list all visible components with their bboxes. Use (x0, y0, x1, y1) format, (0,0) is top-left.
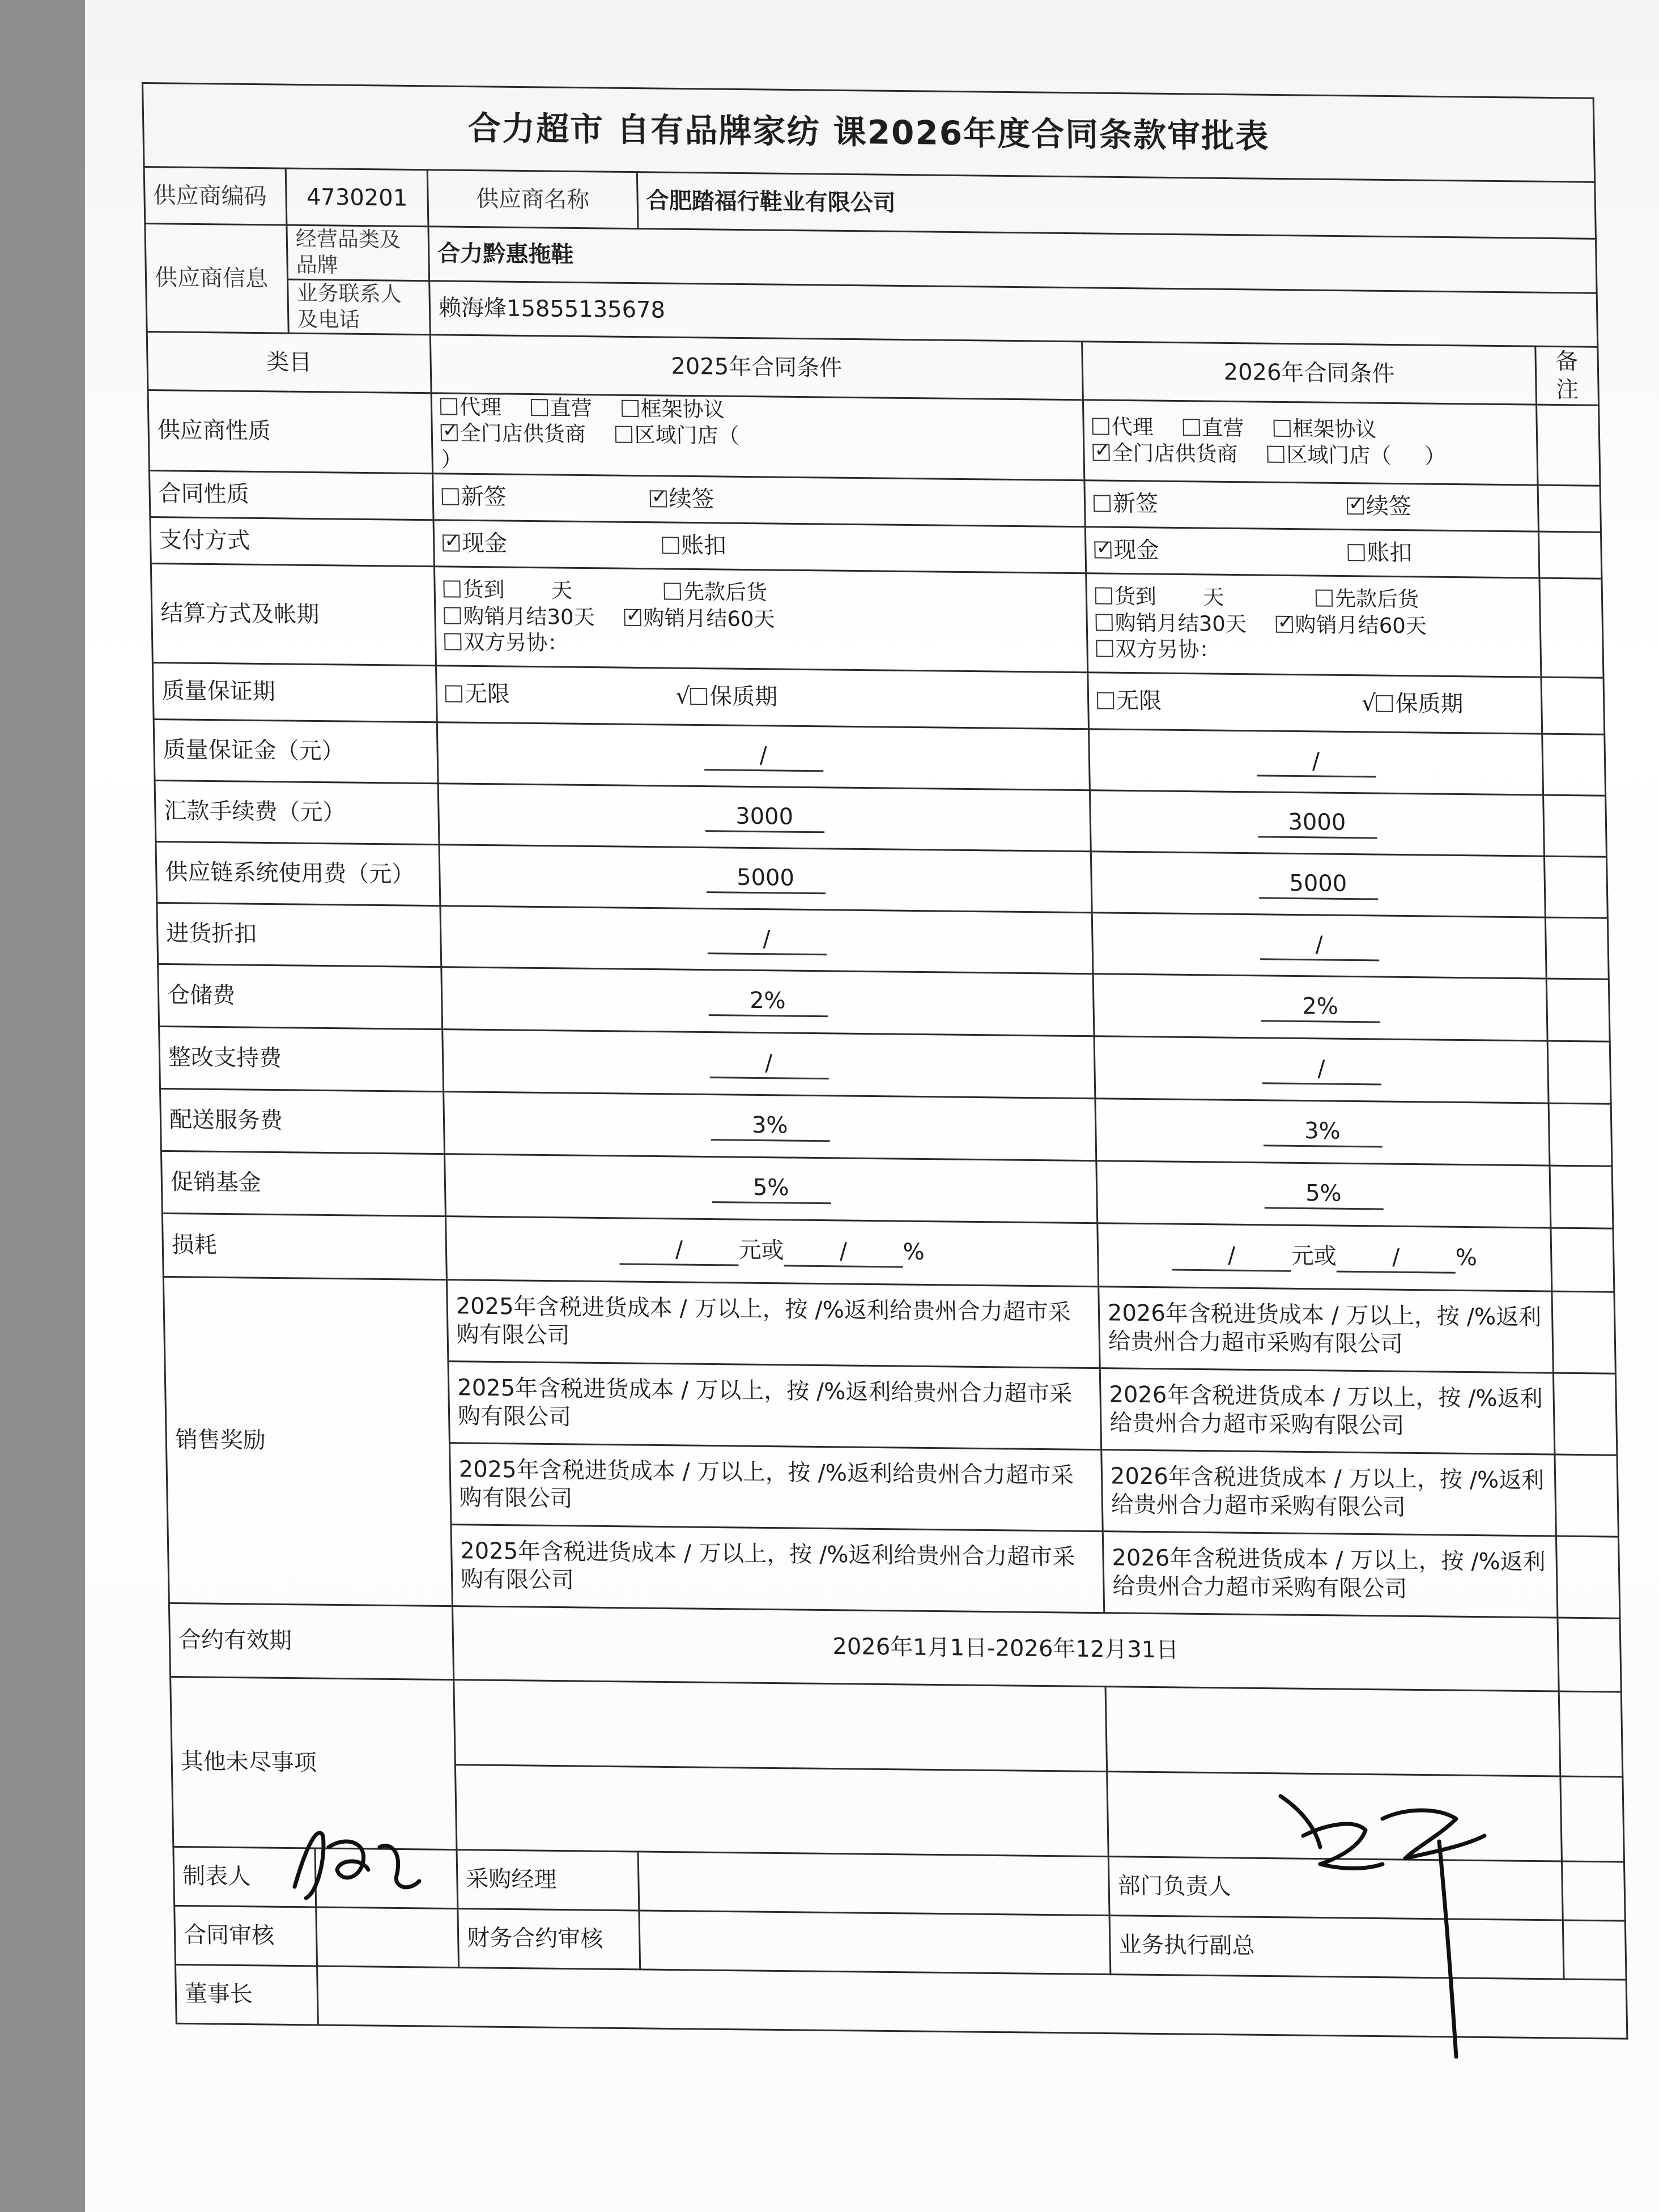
header-2025: 2025年合同条件 (430, 335, 1083, 400)
warranty-2026: 无限 √ 保质期 (1088, 672, 1542, 733)
payment-2026: ✓ 现金 账扣 (1085, 527, 1539, 578)
contract-type-2025: 新签 ✓ 续签 (433, 473, 1086, 526)
checkbox-icon[interactable] (1182, 419, 1200, 436)
remark-cell (1542, 734, 1606, 796)
contract-type-2026: 新签 ✓ 续签 (1084, 480, 1539, 531)
fee-2026: / (1256, 746, 1376, 777)
settlement-2026: 货到 天 先款后货 购销月结30天 ✓ 购销月结60天 双方另协： (1086, 573, 1541, 677)
fee-2025: 3% (710, 1111, 829, 1142)
remark-cell (1546, 979, 1610, 1041)
checkbox-icon[interactable] (440, 398, 458, 415)
sales-reward-2025: 2025年含税进货成本 / 万以上，按 /%返利给贵州合力超市采购有限公司 (451, 1524, 1104, 1613)
fee-2026: 3000 (1257, 807, 1377, 839)
purchase-manager-label: 采购经理 (457, 1849, 639, 1910)
fee-2026: 5% (1264, 1179, 1383, 1210)
checked-box-icon[interactable] (1094, 542, 1112, 559)
fee-2025: / (704, 741, 823, 772)
finance-review-sign (639, 1911, 1111, 1975)
remark-cell (1538, 531, 1602, 578)
checkbox-icon[interactable] (1347, 544, 1365, 561)
approval-table (142, 82, 1628, 2039)
fee-2026: 2% (1261, 992, 1380, 1023)
fee-label: 配送服务费 (160, 1088, 445, 1154)
purchase-manager-sign (638, 1852, 1109, 1916)
checkbox-icon[interactable] (662, 537, 679, 554)
others-2025 (454, 1679, 1107, 1771)
sales-reward-label: 销售奖励 (163, 1277, 452, 1606)
sales-reward-2026: 2026年含税进货成本 / 万以上，按 /%返利给贵州合力超市采购有限公司 (1099, 1286, 1554, 1372)
fee-label: 整改支持费 (159, 1026, 444, 1091)
category-label: 经营品类及品牌 (287, 225, 429, 280)
checkbox-icon[interactable] (1376, 695, 1393, 712)
nature-2025: 代理 直营 框架协议 ✓全门店供货商 区域门店（ ） (431, 393, 1084, 480)
payment-label: 支付方式 (150, 517, 435, 566)
fee-2026: / (1262, 1054, 1381, 1085)
supplier-info-label: 供应商信息 (145, 224, 288, 334)
checkbox-icon[interactable] (1267, 446, 1284, 463)
dept-head-label: 部门负责人 (1108, 1856, 1563, 1920)
sales-reward-2026: 2026年含税进货成本 / 万以上，按 /%返利给贵州合力超市采购有限公司 (1101, 1449, 1556, 1535)
chairman-label: 董事长 (176, 1964, 318, 2025)
fee-label: 促销基金 (161, 1151, 445, 1216)
checkbox-icon[interactable] (1095, 588, 1113, 605)
sales-reward-2025: 2025年含税进货成本 / 万以上，按 /%返利给贵州合力超市采购有限公司 (449, 1443, 1103, 1531)
remark-cell (1539, 578, 1603, 678)
remark-cell (1558, 1618, 1621, 1692)
checked-box-icon[interactable] (649, 490, 667, 507)
preparer-signature (283, 1813, 431, 1915)
checkbox-icon[interactable] (1095, 614, 1113, 631)
header-item: 类目 (147, 331, 431, 393)
contract-review-sign (316, 1907, 459, 1968)
checkbox-icon[interactable] (444, 607, 461, 624)
supplier-name: 合肥踏福行鞋业有限公司 (637, 172, 1596, 239)
checkbox-icon[interactable] (690, 688, 708, 705)
contact-value: 赖海烽15855135678 (429, 280, 1598, 347)
checked-box-icon[interactable] (1275, 615, 1293, 632)
checkbox-icon[interactable] (1096, 640, 1113, 657)
remark-cell (1549, 1103, 1612, 1166)
loss-2026: / 元或 / % (1098, 1223, 1552, 1291)
remark-cell (1541, 677, 1605, 734)
supplier-name-label: 供应商名称 (427, 170, 638, 229)
approval-form (142, 82, 1626, 2013)
remark-cell (1543, 795, 1607, 857)
checked-box-icon[interactable] (441, 424, 458, 441)
checkbox-icon[interactable] (621, 400, 639, 417)
validity-value: 2026年1月1日-2026年12月31日 (452, 1606, 1559, 1691)
supplier-code-label: 供应商编码 (144, 167, 287, 226)
checkbox-icon[interactable] (444, 633, 462, 650)
nature-label: 供应商性质 (148, 390, 433, 473)
remark-cell (1553, 1373, 1617, 1455)
checked-box-icon[interactable] (624, 609, 641, 626)
finance-review-label: 财务合约审核 (458, 1908, 640, 1969)
contact-label: 业务联系人及电话 (288, 279, 431, 335)
header-remark: 备注 (1535, 346, 1599, 405)
fee-2026: 5000 (1258, 869, 1378, 900)
exec-vp-sign (1563, 1920, 1626, 1980)
fee-2026: / (1260, 930, 1379, 961)
remark-cell (1555, 1454, 1619, 1537)
form-title: 合力超市 自有品牌家纺 课2026年度合同条款审批表 (143, 83, 1595, 182)
contract-type-label: 合同性质 (149, 470, 433, 520)
warranty-2025: 无限 √ 保质期 (436, 665, 1089, 729)
checked-box-icon[interactable] (443, 535, 460, 552)
remark-cell (1544, 856, 1607, 918)
checkbox-icon[interactable] (664, 583, 682, 600)
checkbox-icon[interactable] (531, 399, 548, 416)
fee-2025: / (709, 1048, 828, 1079)
remark-cell (1560, 1776, 1624, 1862)
checkbox-icon[interactable] (1094, 495, 1111, 512)
fee-2026: 3% (1262, 1116, 1382, 1147)
checked-box-icon[interactable] (1092, 444, 1110, 461)
fee-2025: 2% (708, 986, 827, 1017)
category-value: 合力黔惠拖鞋 (428, 227, 1597, 293)
fee-2025: 3000 (705, 802, 824, 833)
fee-label: 进货折扣 (157, 903, 441, 967)
fee-label: 供应链系统使用费（元） (156, 841, 440, 905)
checkbox-icon[interactable] (1092, 418, 1109, 435)
remark-cell (1556, 1536, 1620, 1618)
checkbox-icon[interactable] (1097, 692, 1114, 709)
dept-head-signature (1269, 1785, 1507, 2068)
sales-reward-2026: 2026年含税进货成本 / 万以上，按 /%返利给贵州合力超市采购有限公司 (1100, 1368, 1555, 1454)
remark-cell (1551, 1228, 1614, 1292)
remark-cell (1537, 405, 1601, 486)
others-2026 (1105, 1686, 1560, 1776)
exec-vp-label: 业务执行副总 (1109, 1915, 1564, 1979)
fee-2025: / (707, 924, 826, 955)
others-2025 (455, 1764, 1108, 1856)
remark-cell (1552, 1291, 1616, 1373)
checkbox-icon[interactable] (1316, 590, 1333, 607)
checkbox-icon[interactable] (1273, 420, 1291, 437)
settlement-label: 结算方式及帐期 (151, 563, 436, 665)
checkbox-icon[interactable] (445, 686, 463, 703)
preparer-label: 制表人 (173, 1847, 316, 1907)
settlement-2025: 货到 天 先款后货 购销月结30天 ✓ 购销月结60天 双方另协： (434, 566, 1087, 672)
loss-2025: / 元或 / % (445, 1216, 1098, 1286)
nature-2026: 代理 直营 框架协议 ✓全门店供货商 区域门店（ ） (1083, 400, 1538, 485)
remark-cell (1550, 1165, 1613, 1228)
header-2026: 2026年合同条件 (1082, 342, 1537, 405)
sales-reward-2025: 2025年含税进货成本 / 万以上，按 /%返利给贵州合力超市采购有限公司 (448, 1361, 1101, 1449)
checkbox-icon[interactable] (615, 426, 632, 443)
dept-head-sign (1562, 1861, 1625, 1921)
fee-label: 质量保证金（元） (154, 719, 438, 783)
sales-reward-2026: 2026年含税进货成本 / 万以上，按 /%返利给贵州合力超市采购有限公司 (1103, 1531, 1558, 1617)
checkbox-icon[interactable] (442, 488, 460, 505)
sales-reward-2025: 2025年含税进货成本 / 万以上，按 /%返利给贵州合力超市采购有限公司 (446, 1279, 1100, 1368)
fee-2025: 5000 (706, 863, 826, 894)
others-label: 其他未尽事项 (171, 1677, 457, 1849)
remark-cell (1538, 485, 1601, 532)
warranty-label: 质量保证期 (152, 662, 437, 722)
fee-label: 仓储费 (158, 964, 443, 1029)
fee-label: 汇款手续费（元） (155, 780, 439, 844)
checked-box-icon[interactable] (1347, 497, 1364, 514)
remark-cell (1545, 917, 1609, 979)
payment-2025: ✓ 现金 账扣 (433, 520, 1086, 573)
validity-label: 合约有效期 (169, 1603, 453, 1679)
checkbox-icon[interactable] (443, 581, 461, 598)
fee-2025: 5% (711, 1173, 831, 1204)
loss-label: 损耗 (162, 1213, 446, 1279)
remark-cell (1559, 1691, 1623, 1777)
remark-cell (1547, 1041, 1611, 1104)
contract-review-label: 合同审核 (175, 1905, 317, 1966)
supplier-code: 4730201 (286, 168, 428, 227)
